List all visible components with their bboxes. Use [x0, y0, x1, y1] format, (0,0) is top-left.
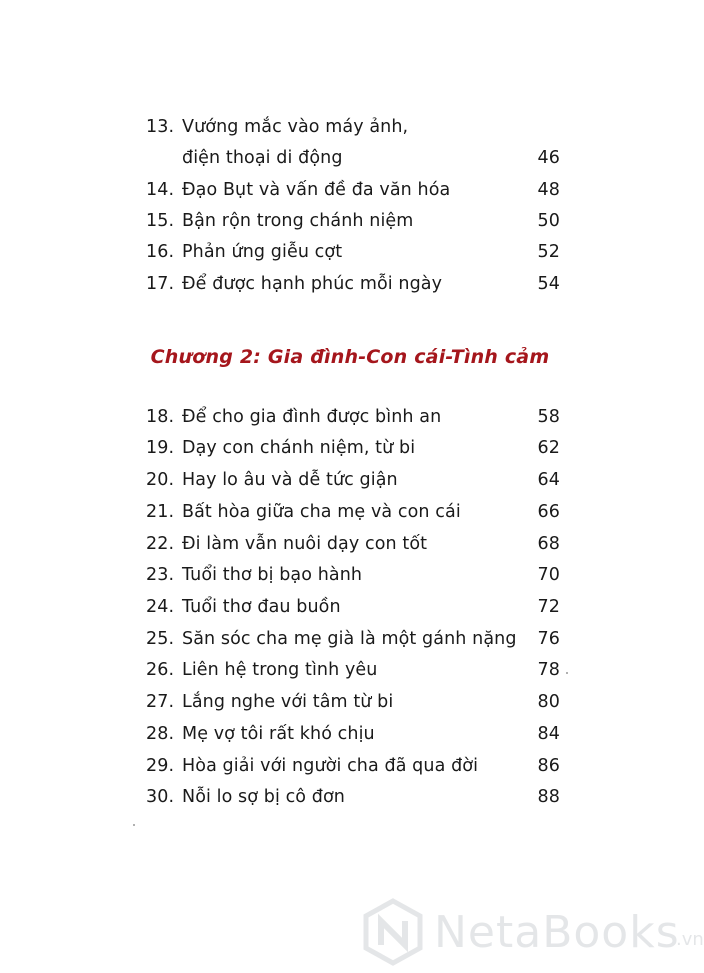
- toc-entry-page: 68: [537, 534, 560, 554]
- netabooks-logo-icon: [362, 899, 424, 965]
- toc-entry-title: Bất hòa giữa cha mẹ và con cái: [182, 502, 461, 522]
- toc-entry-title: Phản ứng giễu cợt: [182, 242, 343, 262]
- toc-entry-number: 21.: [146, 502, 175, 522]
- chapter-heading: Chương 2: Gia đình-Con cái-Tình cảm: [150, 346, 550, 368]
- toc-entry-title: Lắng nghe với tâm từ bi: [182, 692, 394, 712]
- toc-entry-title: Tuổi thơ bị bạo hành: [182, 565, 363, 585]
- toc-entry-title: Nỗi lo sợ bị cô đơn: [182, 787, 345, 807]
- toc-entry-page: 88: [537, 787, 560, 807]
- toc-entry-page: 66: [537, 502, 560, 522]
- watermark-brand-suffix: .vn: [676, 929, 704, 950]
- toc-entry-title: Để được hạnh phúc mỗi ngày: [182, 274, 443, 294]
- toc-entry-page: 86: [537, 756, 560, 776]
- toc-entry-number: 19.: [146, 438, 175, 458]
- toc-entry-page: 62: [537, 438, 560, 458]
- toc-entry-number: 25.: [146, 629, 175, 649]
- toc-entry-page: 78: [537, 660, 560, 680]
- toc-entry-title: Vướng mắc vào máy ảnh,: [182, 117, 409, 137]
- toc-entry-page: 46: [537, 148, 560, 168]
- toc-entry-page: 52: [537, 242, 560, 262]
- toc-entry-number: 20.: [146, 470, 175, 490]
- toc-entry-number: 22.: [146, 534, 175, 554]
- toc-entry-page: 50: [537, 211, 560, 231]
- watermark-brand: NetaBooks: [434, 907, 680, 958]
- toc-entry-number: 23.: [146, 565, 175, 585]
- toc-entry-page: 64: [537, 470, 560, 490]
- toc-entry-title: Đi làm vẫn nuôi dạy con tốt: [182, 534, 428, 554]
- toc-entry-title: Để cho gia đình được bình an: [182, 407, 442, 427]
- toc-entry-title-line2: điện thoại di động: [182, 148, 343, 168]
- watermark: [362, 899, 704, 969]
- toc-entry-number: 26.: [146, 660, 175, 680]
- toc-entry-title: Mẹ vợ tôi rất khó chịu: [182, 724, 375, 744]
- toc-entry-page: 70: [537, 565, 560, 585]
- toc-entry-title: Bận rộn trong chánh niệm: [182, 211, 414, 231]
- toc-entry-page: 84: [537, 724, 560, 744]
- toc-entry-title: Hòa giải với người cha đã qua đời: [182, 756, 479, 776]
- toc-entry-number: 15.: [146, 211, 175, 231]
- toc-entry-number: 24.: [146, 597, 175, 617]
- toc-entry-title: Liên hệ trong tình yêu: [182, 660, 378, 680]
- toc-entry-page: 58: [537, 407, 560, 427]
- toc-entry-page: 54: [537, 274, 560, 294]
- toc-entry-number: 30.: [146, 787, 175, 807]
- toc-entry-title: Đạo Bụt và vấn đề đa văn hóa: [182, 180, 451, 200]
- toc-entry-title: Hay lo âu và dễ tức giận: [182, 470, 398, 490]
- toc-entry-number: 17.: [146, 274, 175, 294]
- toc-entry-page: 48: [537, 180, 560, 200]
- toc-entry-number: 14.: [146, 180, 175, 200]
- toc-entry-number: 29.: [146, 756, 175, 776]
- scan-speck: [566, 672, 568, 674]
- toc-entry-page: 72: [537, 597, 560, 617]
- toc-entry-number: 28.: [146, 724, 175, 744]
- toc-entry-number: 16.: [146, 242, 175, 262]
- toc-entry-title: Dạy con chánh niệm, từ bi: [182, 438, 416, 458]
- toc-entry-title: Tuổi thơ đau buồn: [182, 597, 341, 617]
- toc-entry-number: 18.: [146, 407, 175, 427]
- toc-entry-page: 76: [537, 629, 560, 649]
- toc-entry-number: 13.: [146, 117, 175, 137]
- scan-speck: [133, 824, 135, 826]
- toc-entry-page: 80: [537, 692, 560, 712]
- toc-entry-number: 27.: [146, 692, 175, 712]
- toc-entry-title: Săn sóc cha mẹ già là một gánh nặng: [182, 629, 517, 649]
